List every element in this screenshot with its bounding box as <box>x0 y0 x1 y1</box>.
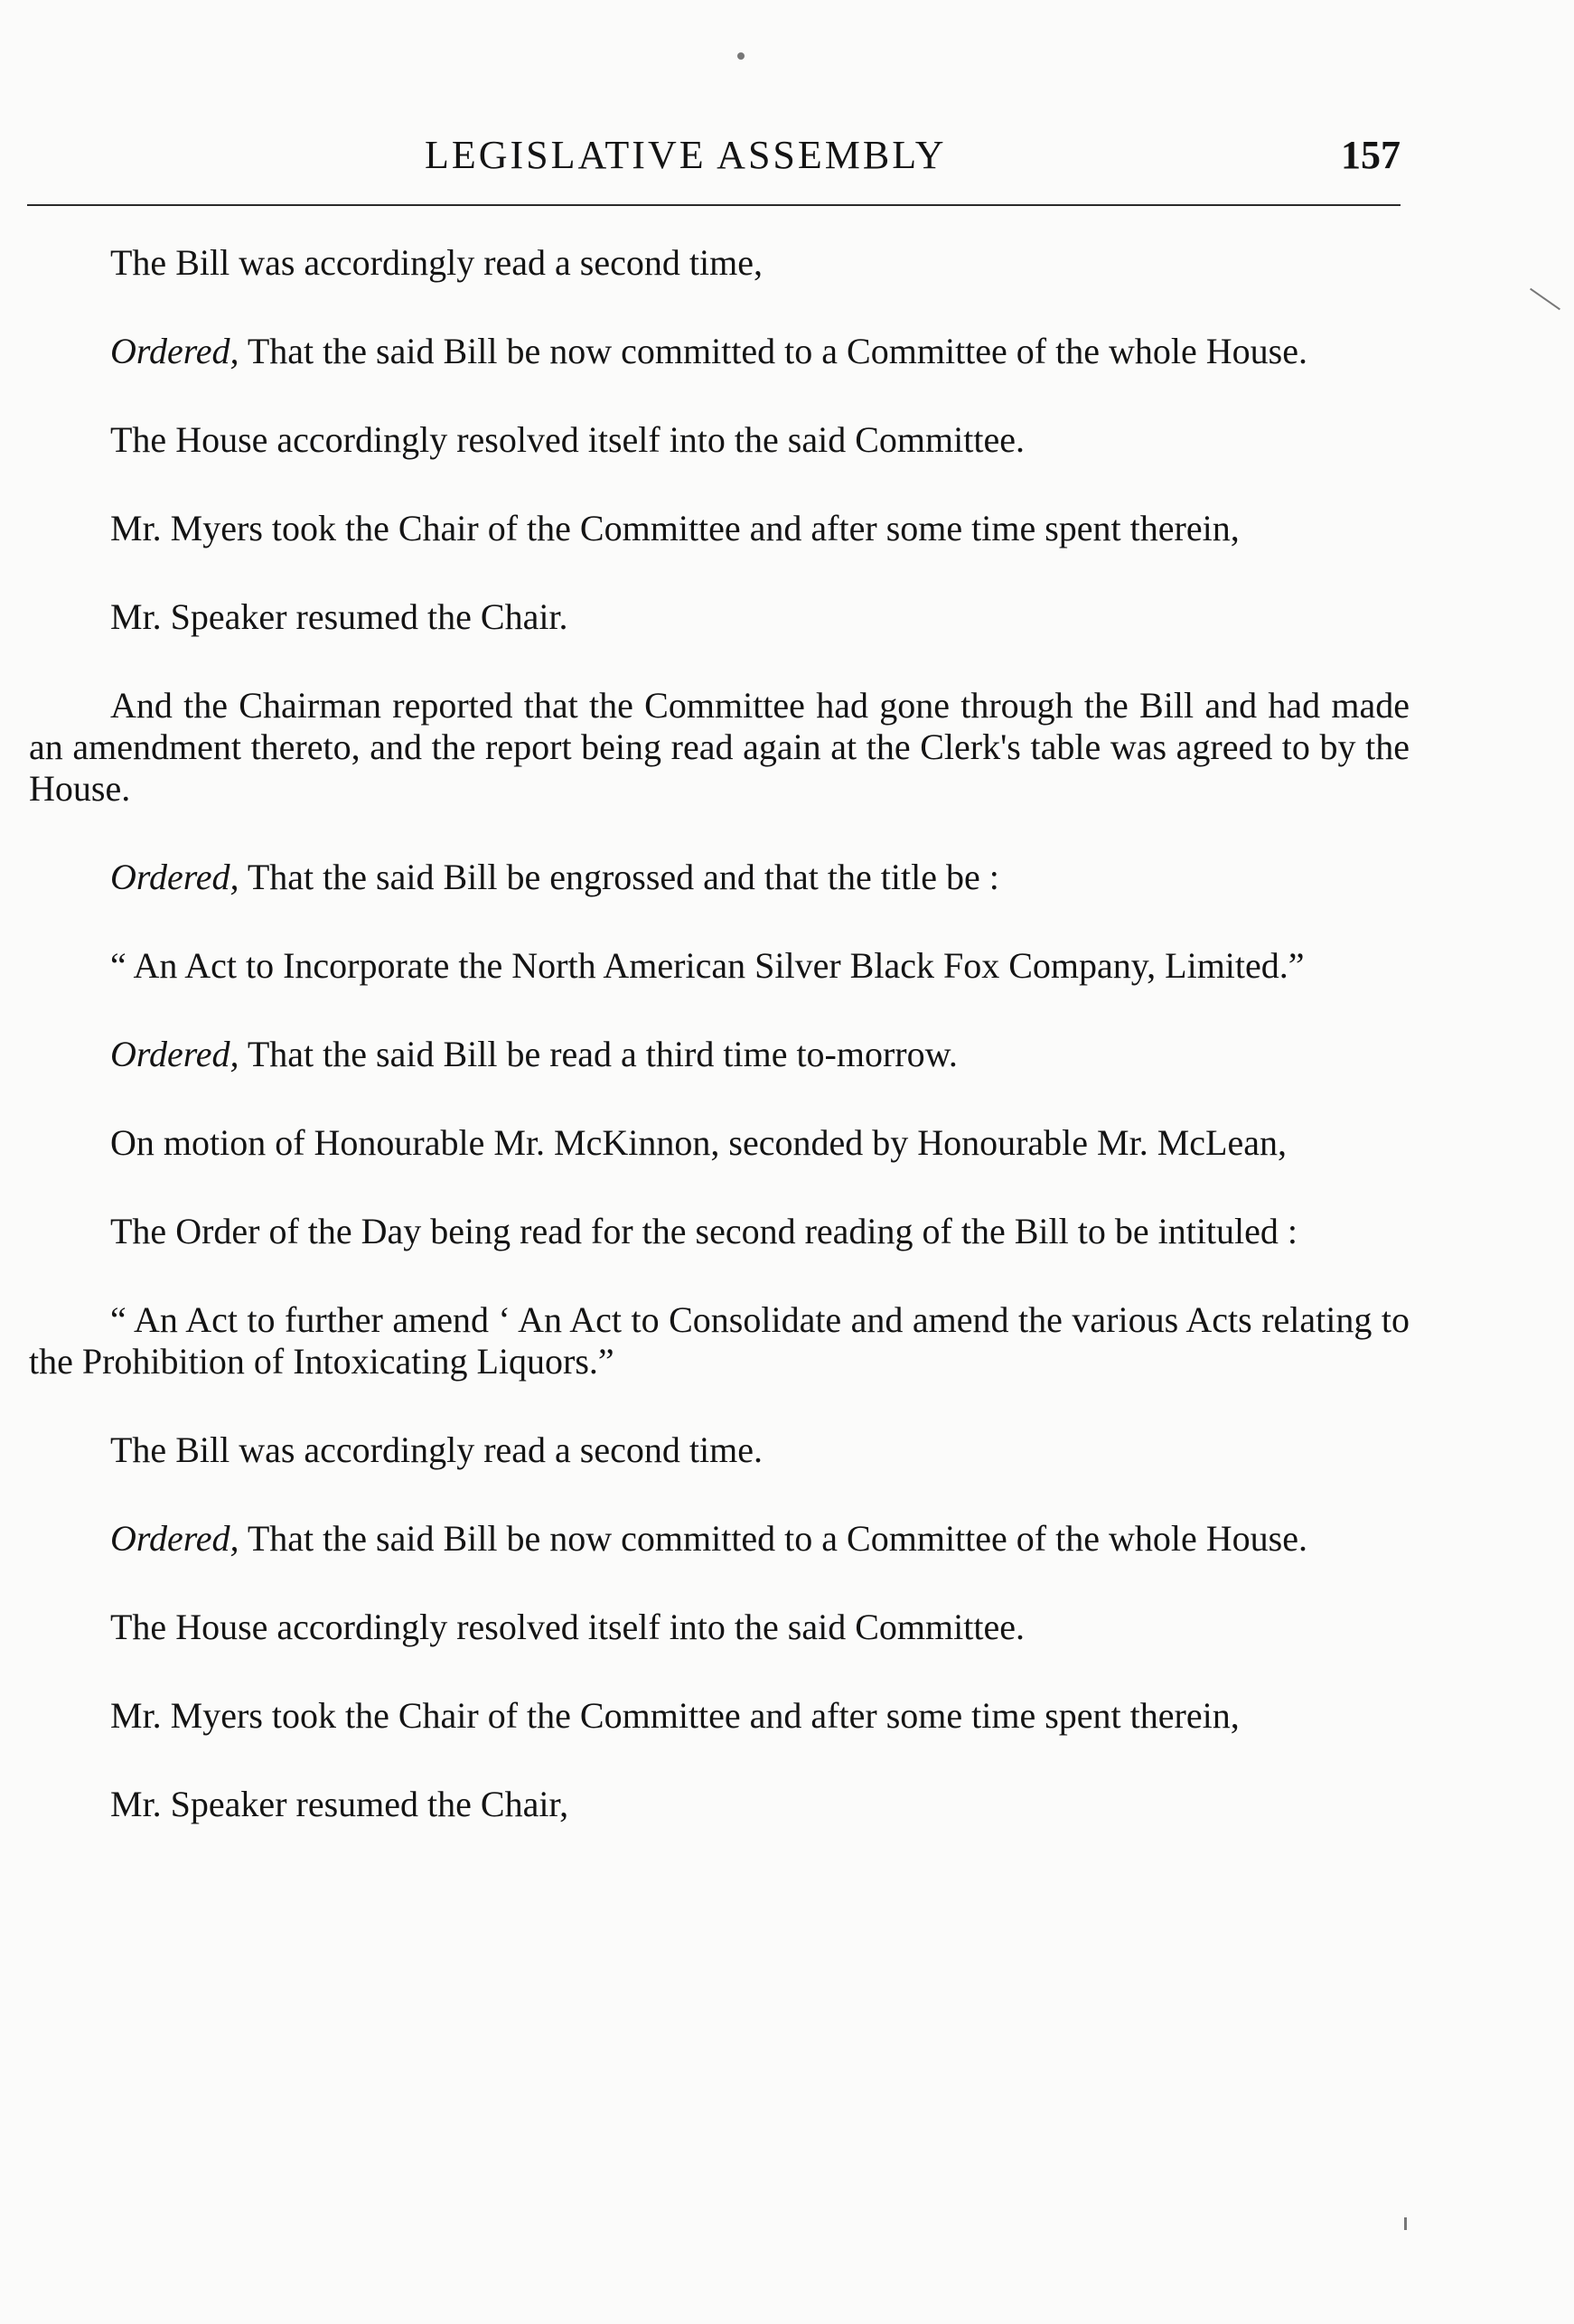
paragraph <box>29 685 1410 810</box>
paragraph-text: “ An Act to Incorporate the North American Silver Black Fox Company, Limited.” <box>110 945 1305 986</box>
paragraph <box>29 1518 1410 1560</box>
paragraph-lead: Ordered, <box>110 1518 239 1559</box>
paragraph-lead: Ordered, <box>110 1034 239 1074</box>
paragraph <box>29 1784 1410 1825</box>
running-title: LEGISLATIVE ASSEMBLY <box>425 133 947 177</box>
paragraph <box>29 945 1410 987</box>
paragraph <box>29 596 1410 638</box>
paragraph <box>29 1122 1410 1164</box>
paragraph-text: That the said Bill be now committed to a Committee of the whole House. <box>247 331 1307 371</box>
scan-mark <box>1404 2217 1407 2230</box>
paragraph-text: The House accordingly resolved itself into the said Committee. <box>110 419 1025 460</box>
paragraph-text: That the said Bill be now committed to a Committee of the whole House. <box>247 1518 1307 1559</box>
paragraph <box>29 1034 1410 1075</box>
paragraph-text: That the said Bill be read a third time to-morrow. <box>247 1034 958 1074</box>
scan-mark <box>1530 288 1560 311</box>
paragraph-text: The House accordingly resolved itself into the said Committee. <box>110 1607 1025 1647</box>
paragraph-text: Mr. Myers took the Chair of the Committee and after some time spent therein, <box>110 508 1240 548</box>
paragraph-text: Mr. Speaker resumed the Chair, <box>110 1784 569 1824</box>
scan-mark <box>737 52 745 60</box>
paragraph-text: On motion of Honourable Mr. McKinnon, seconded by Honourable Mr. McLean, <box>110 1122 1287 1163</box>
paragraph-text: Mr. Myers took the Chair of the Committee and after some time spent therein, <box>110 1695 1240 1736</box>
document-body <box>29 242 1410 1872</box>
paragraph <box>29 1429 1410 1471</box>
paragraph-lead: Ordered, <box>110 857 239 897</box>
paragraph <box>29 857 1410 898</box>
paragraph-text: The Bill was accordingly read a second time. <box>110 1429 763 1470</box>
paragraph <box>29 1607 1410 1648</box>
page-number: 157 <box>1341 133 1401 177</box>
paragraph-text: The Order of the Day being read for the second reading of the Bill to be intituled : <box>110 1211 1298 1251</box>
header-rule <box>27 204 1401 206</box>
paragraph <box>29 508 1410 549</box>
paragraph <box>29 1695 1410 1737</box>
paragraph-text: That the said Bill be engrossed and that the title be : <box>247 857 999 897</box>
paragraph-text: Mr. Speaker resumed the Chair. <box>110 596 568 637</box>
paragraph-text: “ An Act to further amend ‘ An Act to Consolidate and amend the various Acts relating to the Prohibition of Intoxicating Liquors.” <box>29 1299 1410 1382</box>
paragraph <box>29 331 1410 372</box>
paragraph <box>29 1211 1410 1252</box>
paragraph-text: The Bill was accordingly read a second time, <box>110 242 763 283</box>
page-header <box>27 132 1401 186</box>
paragraph <box>29 1299 1410 1382</box>
paragraph <box>29 242 1410 284</box>
paragraph-text: And the Chairman reported that the Committee had gone through the Bill and had made an amendment thereto, and the report being read again at the Clerk's table was agreed to by the House. <box>29 685 1410 809</box>
paragraph-lead: Ordered, <box>110 331 239 371</box>
paragraph <box>29 419 1410 461</box>
